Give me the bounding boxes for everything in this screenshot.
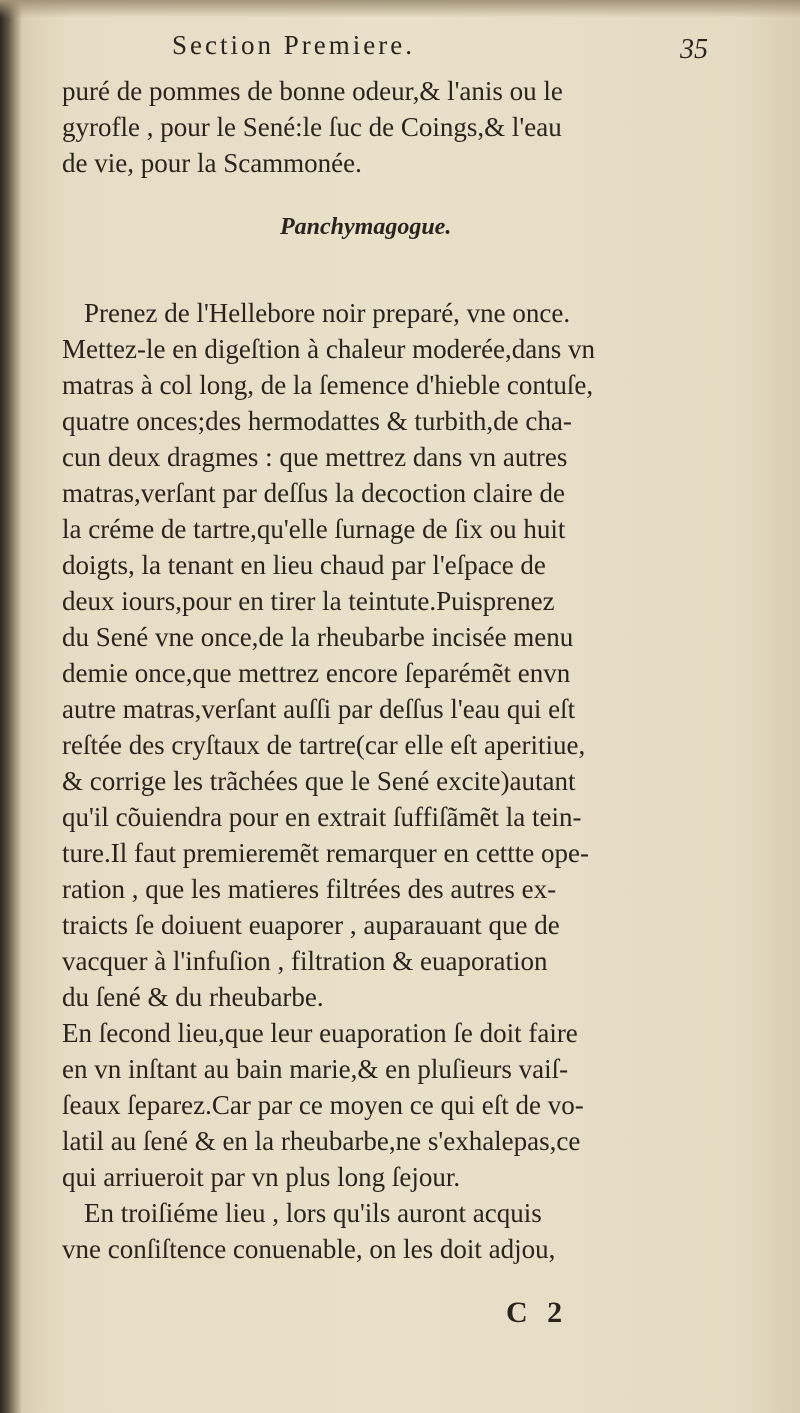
intro-line: puré de pommes de bonne odeur,& l'anis ou le bbox=[62, 76, 563, 106]
body-line: ture.Il faut premieremẽt remarquer en cettte ope- bbox=[62, 838, 589, 868]
body-line: du ſené & du rheubarbe. bbox=[62, 982, 324, 1012]
body-line: la créme de tartre,qu'elle ſurnage de ſix ou huit bbox=[62, 514, 566, 544]
body-line: en vn inſtant au bain marie,& en pluſieurs vaiſ- bbox=[62, 1054, 569, 1084]
body-line: qui arriueroit par vn plus long ſejour. bbox=[62, 1162, 461, 1192]
intro-line: gyrofle , pour le Sené:le ſuc de Coings,& l'eau bbox=[62, 112, 562, 142]
body-line: vne conſiſtence conuenable, on les doit adjou, bbox=[62, 1234, 556, 1264]
body-line: qu'il cõuiendra pour en extrait ſuffiſãmẽt la tein- bbox=[62, 802, 582, 832]
signature-mark: C 2 bbox=[506, 1296, 569, 1329]
body-line: ration , que les matieres filtrées des autres ex- bbox=[62, 874, 557, 904]
body-line: doigts, la tenant en lieu chaud par l'eſpace de bbox=[62, 550, 546, 580]
intro-line: de vie, pour la Scammonée. bbox=[62, 148, 362, 178]
body-line: matras,verſant par deſſus la decoction claire de bbox=[62, 478, 566, 508]
body-line: traicts ſe doiuent euaporer , auparauant que de bbox=[62, 910, 560, 940]
body-line: autre matras,verſant auſſi par deſſus l'eau qui eſt bbox=[62, 694, 576, 724]
body-line: cun deux dragmes : que mettrez dans vn autres bbox=[62, 442, 568, 472]
body-line: vacquer à l'infuſion , filtration & euaporation bbox=[62, 946, 548, 976]
page-top-edge bbox=[0, 0, 800, 18]
body-line: demie once,que mettrez encore ſeparémẽt envn bbox=[62, 658, 571, 688]
body-line: Prenez de l'Hellebore noir preparé, vne once. bbox=[84, 298, 571, 328]
body-line: reſtée des cryſtaux de tartre(car elle eſt aperitiue, bbox=[62, 730, 586, 760]
page-number: 35 bbox=[680, 34, 708, 65]
body-line: matras à col long, de la ſemence d'hieble contuſe, bbox=[62, 370, 594, 400]
body-line: quatre onces;des hermodattes & turbith,de cha- bbox=[62, 406, 572, 436]
body-line: & corrige les trãchées que le Sené excite)autant bbox=[62, 766, 576, 796]
body-line: En ſecond lieu,que leur euaporation ſe doit faire bbox=[62, 1018, 578, 1048]
book-binding-shadow bbox=[0, 0, 22, 1413]
body-line: deux iours,pour en tirer la teintute.Puisprenez bbox=[62, 586, 555, 616]
body-line: En troiſiéme lieu , lors qu'ils auront acquis bbox=[84, 1198, 542, 1228]
body-line: ſeaux ſeparez.Car par ce moyen ce qui eſt de vo- bbox=[62, 1090, 584, 1120]
body-line: Mettez-le en digeſtion à chaleur moderée,dans vn bbox=[62, 334, 596, 364]
section-subtitle: Panchymagogue. bbox=[280, 214, 452, 240]
body-line: du Sené vne once,de la rheubarbe incisée menu bbox=[62, 622, 574, 652]
body-line: latil au ſené & en la rheubarbe,ne s'exhalepas,ce bbox=[62, 1126, 581, 1156]
running-title: Section Premiere. bbox=[172, 30, 415, 60]
